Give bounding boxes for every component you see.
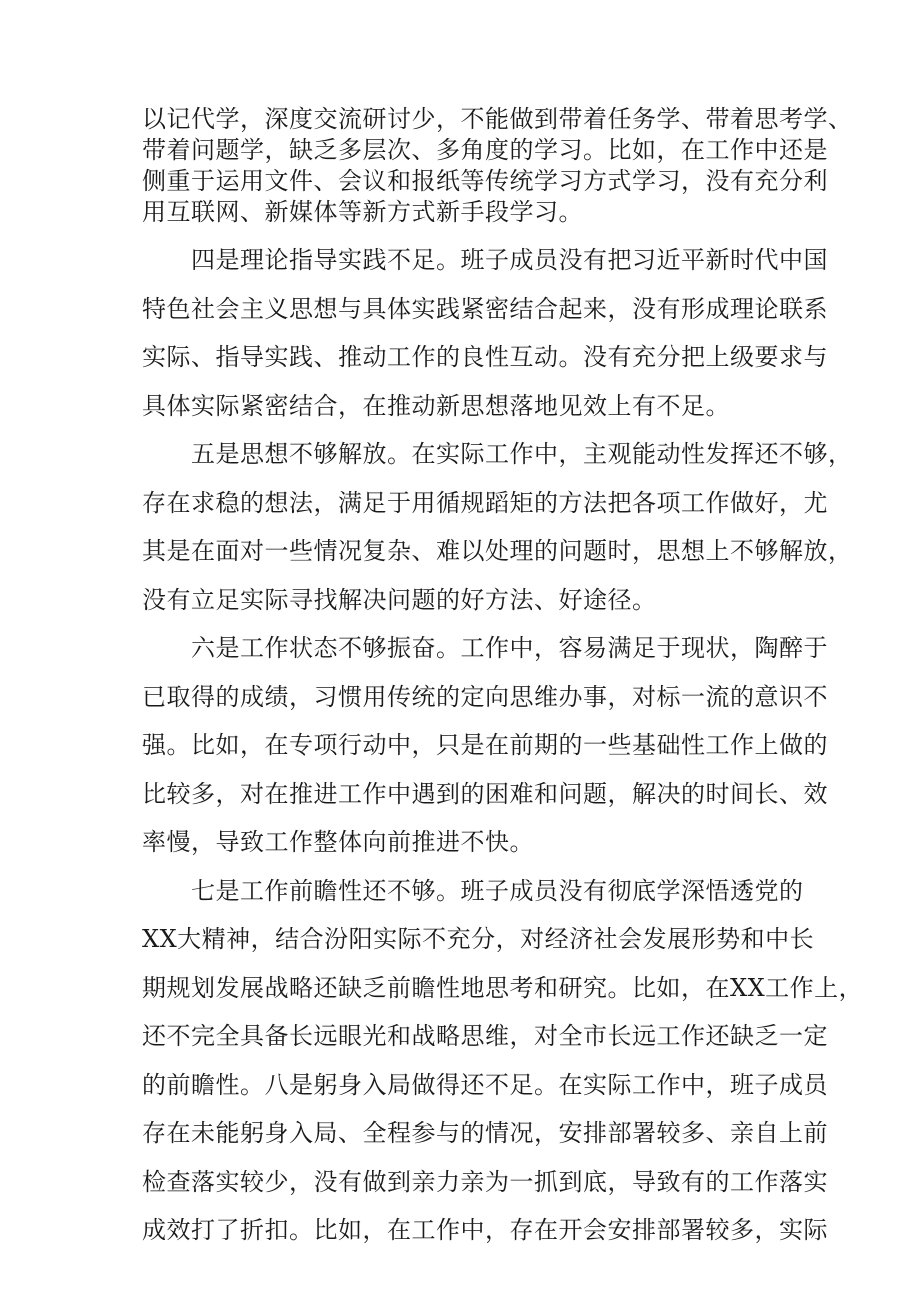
paragraph-continued — [142, 104, 853, 228]
text-line: 比较多，对在推进工作中遇到的困难和问题，解决的时间长、效 — [142, 779, 828, 808]
text-line: 没有立足实际寻找解决问题的好方法、好途径。 — [142, 585, 657, 614]
text-line: 其是在面对一些情况复杂、难以处理的问题时，思想上不够解放， — [142, 537, 853, 565]
text-line: 成效打了折扣。比如，在工作中，存在开会安排部署较多，实际 — [142, 1216, 828, 1244]
text-line: 侧重于运用文件、会议和报纸等传统学习方式学习，没有充分利 — [142, 167, 828, 195]
text-line: 用互联网、新媒体等新方式新手段学习。 — [142, 198, 583, 226]
text-line: 七是工作前瞻性还不够。班子成员没有彻底学深悟透党的 — [142, 876, 804, 905]
text-line: 还不完全具备长远眼光和战略思维，对全市长远工作还缺乏一定 — [142, 1022, 828, 1050]
text-line: 五是思想不够解放。在实际工作中，主观能动性发挥还不够， — [142, 440, 853, 468]
text-line: 以记代学，深度交流研讨少，不能做到带着任务学、带着思考学、 — [142, 105, 853, 133]
text-line: 存在求稳的想法，满足于用循规蹈矩的方法把各项工作做好，尤 — [142, 488, 828, 517]
text-line: 具体实际紧密结合，在推动新思想落地见效上有不足。 — [142, 391, 730, 420]
text-line: XX大精神，结合汾阳实际不充分，对经济社会发展形势和中长 — [142, 925, 815, 953]
text-line: 率慢，导致工作整体向前推进不快。 — [142, 828, 534, 856]
text-line: 检查落实较少，没有做到亲力亲为一抓到底，导致有的工作落实 — [142, 1167, 828, 1196]
text-line: 实际、指导实践、推动工作的良性互动。没有充分把上级要求与 — [142, 343, 828, 371]
text-line: 带着问题学，缺乏多层次、多角度的学习。比如，在工作中还是 — [142, 136, 828, 164]
text-line: 六是工作状态不够振奋。工作中，容易满足于现状，陶醉于 — [142, 634, 828, 662]
text-line: 特色社会主义思想与具体实践紧密结合起来，没有形成理论联系 — [142, 294, 828, 323]
text-line: 四是理论指导实践不足。班子成员没有把习近平新时代中国 — [142, 246, 828, 274]
document-body — [142, 236, 864, 1255]
text-line: 存在未能躬身入局、全程参与的情况，安排部署较多、亲自上前 — [142, 1119, 828, 1147]
text-line: 已取得的成绩，习惯用传统的定向思维办事，对标一流的意识不 — [142, 682, 828, 711]
text-line: 期规划发展战略还缺乏前瞻性地思考和研究。比如，在XX工作上， — [142, 973, 864, 1002]
text-line: 强。比如，在专项行动中，只是在前期的一些基础性工作上做的 — [142, 731, 828, 759]
text-line: 的前瞻性。八是躬身入局做得还不足。在实际工作中，班子成员 — [142, 1070, 828, 1099]
